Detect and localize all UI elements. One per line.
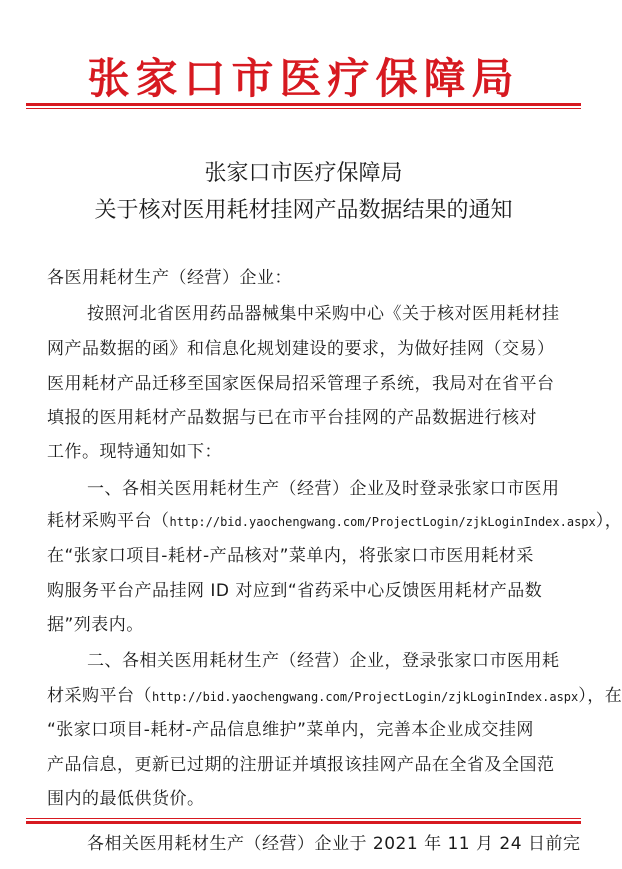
footer-rule-thin (26, 818, 581, 819)
paragraph-3-text: 材采购平台（ (47, 686, 152, 706)
doc-title-line-2: 关于核对医用耗材挂网产品数据结果的通知 (94, 198, 513, 223)
platform-url: http://bid.yaochengwang.com/ProjectLogin/zjkLoginIndex.aspx (152, 690, 579, 704)
paragraph-2-text: 耗材采购平台（ (47, 511, 170, 531)
paragraph-2-line: 一、各相关医用耗材生产（经营）企业及时登录张家口市医用 (87, 479, 560, 499)
paragraph-2-line (47, 513, 622, 530)
doc-title-line-1: 张家口市医疗保障局 (204, 161, 403, 186)
platform-url: http://bid.yaochengwang.com/ProjectLogin/zjkLoginIndex.aspx (169, 515, 596, 529)
letterhead-rule-thin (26, 108, 581, 109)
paragraph-2-line: 在“张家口项目-耗材-产品核对”菜单内，将张家口市医用耗材采 (47, 546, 534, 566)
paragraph-3-line: 围内的最低供货价。 (47, 789, 205, 809)
letterhead-org-name: 张家口市医疗保障局 (87, 54, 520, 103)
paragraph-1-line: 医用耗材产品迁移至国家医保局招采管理子系统，我局对在省平台 (47, 374, 555, 394)
paragraph-1-line: 网产品数据的函》和信息化规划建设的要求，为做好挂网（交易） (47, 339, 555, 359)
paragraph-3-line: 产品信息，更新已过期的注册证并填报该挂网产品在全省及全国范 (47, 755, 555, 775)
salutation: 各医用耗材生产（经营）企业： (47, 268, 292, 288)
paragraph-1-line: 工作。现特通知如下： (47, 442, 222, 462)
paragraph-3-text: ），在 (578, 686, 622, 706)
paragraph-3-line (47, 688, 622, 705)
paragraph-1-line: 填报的医用耗材产品数据与已在市平台挂网的产品数据进行核对 (47, 408, 537, 428)
paragraph-4-line: 各相关医用耗材生产（经营）企业于 2021 年 11 月 24 日前完 (87, 834, 581, 854)
paragraph-2-text: ）， (595, 511, 622, 531)
paragraph-2-line: 购服务平台产品挂网 ID 对应到“省药采中心反馈医用耗材产品数 (47, 581, 543, 601)
paragraph-3-line: “张家口项目-耗材-产品信息维护”菜单内，完善本企业成交挂网 (47, 720, 534, 740)
paragraph-2-line: 据”列表内。 (47, 615, 144, 635)
paragraph-3-line: 二、各相关医用耗材生产（经营）企业，登录张家口市医用耗 (87, 651, 560, 671)
paragraph-1-line: 按照河北省医用药品器械集中采购中心《关于核对医用耗材挂 (87, 304, 560, 324)
footer-rule-thick (26, 821, 581, 824)
letterhead-rule-thick (26, 103, 581, 106)
